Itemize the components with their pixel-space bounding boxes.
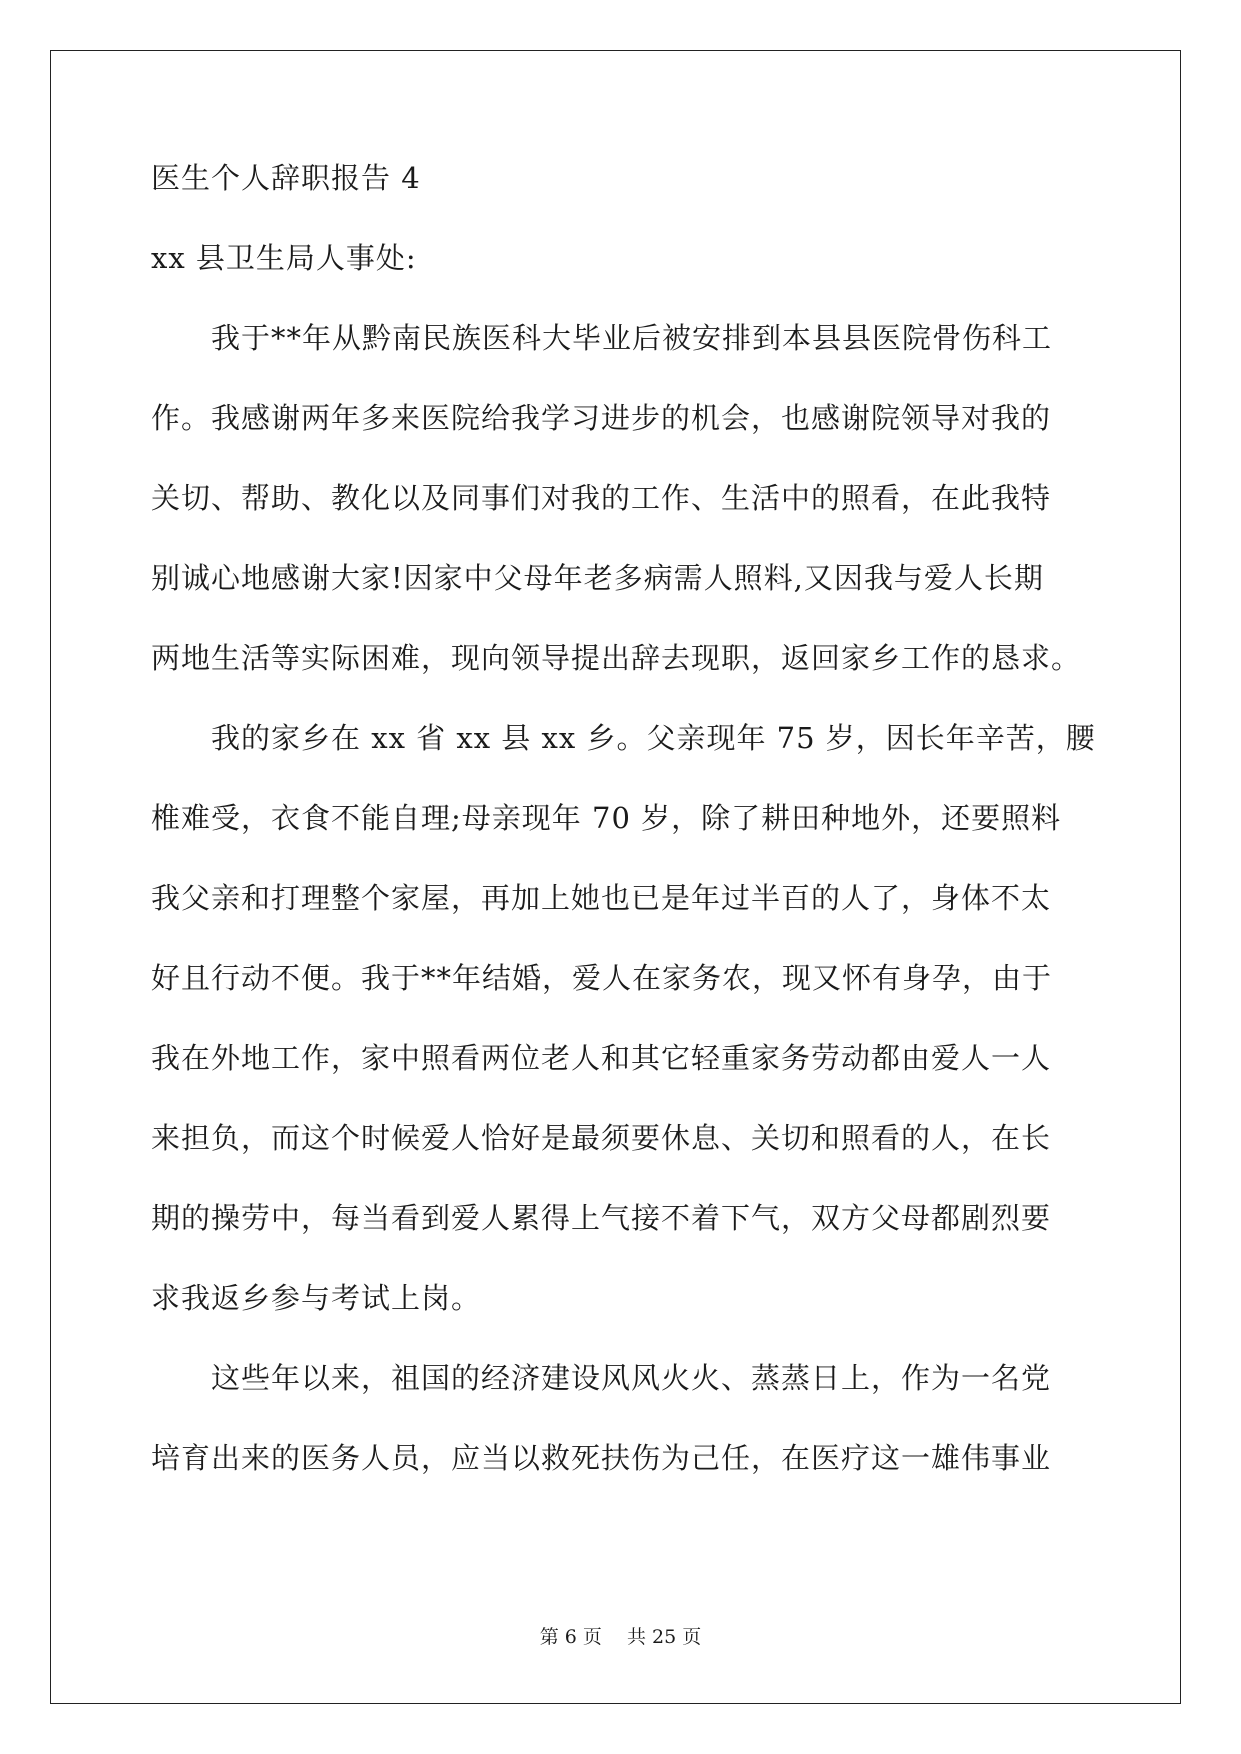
body-line: 我于**年从黔南民族医科大毕业后被安排到本县县医院骨伤科工 [151,321,1053,355]
body-line: 两地生活等实际困难，现向领导提出辞去现职，返回家乡工作的恳求。 [151,641,1082,675]
body-line: 我在外地工作，家中照看两位老人和其它轻重家务劳动都由爱人一人 [151,1041,1052,1075]
body-line: 椎难受，衣食不能自理;母亲现年 70 岁，除了耕田种地外，还要照料 [151,801,1062,835]
page-number-footer: 第 6 页 共 25 页 [539,1626,702,1648]
body-line: 我的家乡在 xx 省 xx 县 xx 乡。父亲现年 75 岁，因长年辛苦，腰 [151,721,1096,755]
document-title: 医生个人辞职报告 4 [151,161,421,195]
body-line: 期的操劳中，每当看到爱人累得上气接不着下气，双方父母都剧烈要 [151,1201,1052,1235]
body-line: 关切、帮助、教化以及同事们对我的工作、生活中的照看，在此我特 [151,481,1052,515]
body-line: 培育出来的医务人员，应当以救死扶伤为己任，在医疗这一雄伟事业 [151,1441,1052,1475]
body-line: 作。我感谢两年多来医院给我学习进步的机会，也感谢院领导对我的 [151,401,1052,435]
body-line: 我父亲和打理整个家屋，再加上她也已是年过半百的人了，身体不太 [151,881,1052,915]
body-line: 来担负，而这个时候爱人恰好是最须要休息、关切和照看的人，在长 [151,1121,1052,1155]
body-line: 这些年以来，祖国的经济建设风风火火、蒸蒸日上，作为一名党 [151,1361,1052,1395]
body-line: 好且行动不便。我于**年结婚，爱人在家务农，现又怀有身孕，由于 [151,961,1053,995]
body-line: 求我返乡参与考试上岗。 [151,1281,482,1315]
salutation-line: xx 县卫生局人事处: [151,241,417,275]
body-line: 别诚心地感谢大家!因家中父母年老多病需人照料,又因我与爱人长期 [151,561,1044,595]
